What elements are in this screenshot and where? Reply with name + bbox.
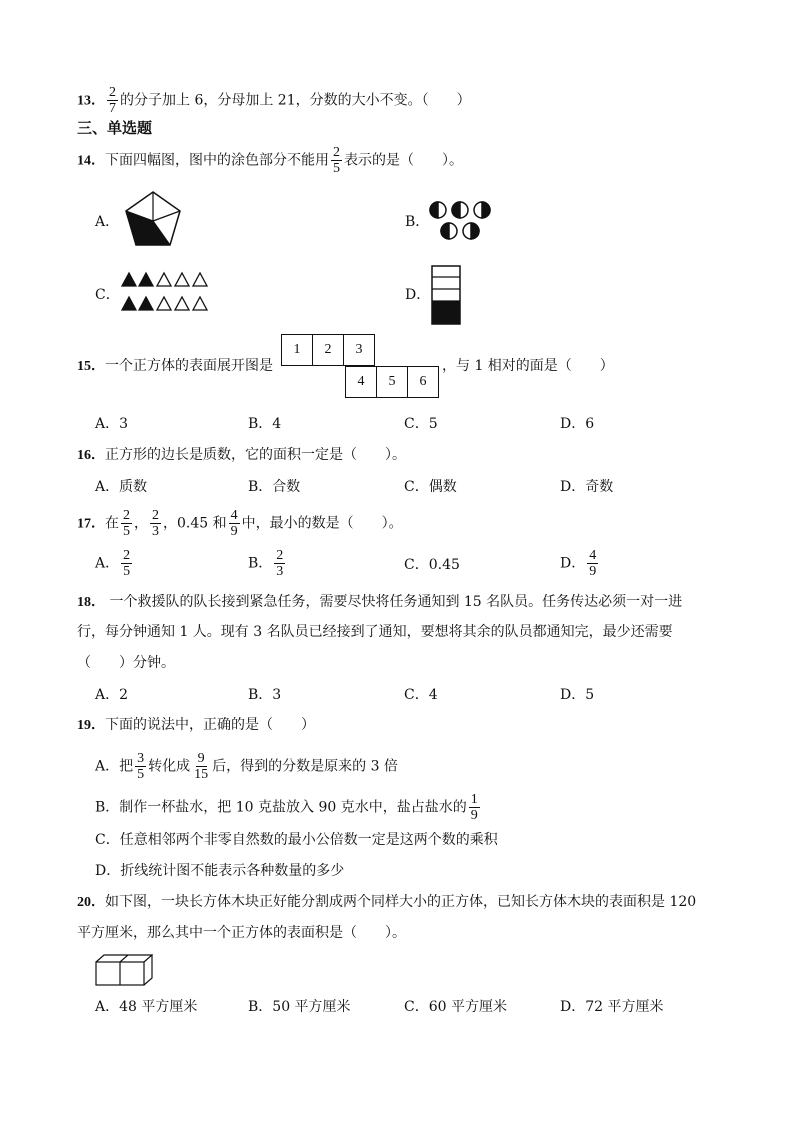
q17-number: 17． xyxy=(77,516,105,532)
q14-number: 14． xyxy=(77,153,105,169)
q20-option-c: C．60 平方厘米 xyxy=(404,999,507,1015)
q17-option-b xyxy=(248,548,287,579)
q14-fraction xyxy=(331,145,342,176)
frac-denominator: 5 xyxy=(333,161,340,176)
q20-line-1 xyxy=(77,892,696,913)
q18-option-a: A．2 xyxy=(95,687,129,703)
option-text: A．把 xyxy=(95,758,134,775)
q14-option-b-label: B． xyxy=(405,214,430,230)
q15-text-post: ，与 1 相对的面是（ ） xyxy=(442,358,614,374)
q17-option-a xyxy=(95,548,134,579)
q20-text-1: 如下图，一块长方体木块正好能分割成两个同样大小的正方体，已知长方体木块的表面积是 120 xyxy=(105,894,697,910)
q14-option-a-label: A． xyxy=(95,214,120,230)
option-text: 转化成 xyxy=(148,758,191,775)
q14-line xyxy=(77,145,463,176)
net-face-5: 5 xyxy=(377,367,408,398)
triangles-figure xyxy=(120,270,210,314)
net-face-4: 4 xyxy=(346,367,377,398)
frac-denominator: 5 xyxy=(137,767,145,782)
frac-numerator: 2 xyxy=(276,548,284,563)
q17-option-c: C．0.45 xyxy=(404,557,460,573)
q20-option-a: A．48 平方厘米 xyxy=(95,999,198,1015)
q16-option-d: D．奇数 xyxy=(560,479,614,495)
q18-line-3: （ ）分钟。 xyxy=(77,655,175,671)
q13-line xyxy=(77,85,471,116)
q15-option-c: C．5 xyxy=(404,416,438,432)
q17-option-d-fraction xyxy=(587,548,598,579)
frac-numerator: 4 xyxy=(589,548,597,563)
q20-option-b: B．50 平方厘米 xyxy=(248,999,351,1015)
q13-text: 的分子加上 6，分母加上 21，分数的大小不变。（ ） xyxy=(120,92,471,109)
cube-net-top-row xyxy=(281,334,375,366)
q19-a-fraction-2 xyxy=(192,751,210,782)
q16-option-a: A．质数 xyxy=(95,479,148,495)
q19-line xyxy=(77,715,315,736)
frac-numerator: 2 xyxy=(333,145,340,160)
option-label: D． xyxy=(560,555,586,572)
option-text: 后，得到的分数是原来的 3 倍 xyxy=(212,758,398,775)
q14-text-pre: 下面四幅图，图中的涂色部分不能用 xyxy=(105,152,329,169)
q14-text-post: 表示的是（ ）。 xyxy=(344,152,463,169)
frac-denominator: 3 xyxy=(276,564,284,579)
q18-option-c: C．4 xyxy=(404,687,438,703)
q16-text: 正方形的边长是质数，它的面积一定是（ ）。 xyxy=(105,447,406,463)
q18-option-d: D．5 xyxy=(560,687,595,703)
q19-text: 下面的说法中，正确的是（ ） xyxy=(105,717,315,733)
frac-denominator: 7 xyxy=(109,101,116,116)
q20-option-d: D．72 平方厘米 xyxy=(560,999,664,1015)
q17-text-post: 中，最小的数是（ ）。 xyxy=(241,515,403,532)
frac-denominator: 9 xyxy=(589,564,597,579)
q15-line xyxy=(77,356,273,377)
q18-text-1: 一个救援队的队长接到紧急任务，需要尽快将任务通知到 15 名队员。任务传达必须一对一进 xyxy=(105,594,683,610)
q16-number: 16． xyxy=(77,448,105,463)
half-circles-figure xyxy=(428,200,492,242)
q18-number: 18． xyxy=(77,595,105,610)
q15-option-d: D．6 xyxy=(560,416,595,432)
q17-option-b-fraction xyxy=(274,548,285,579)
frac-numerator: 2 xyxy=(152,508,159,523)
frac-numerator: 2 xyxy=(123,548,131,563)
q19-option-a xyxy=(95,751,398,782)
q18-line-1 xyxy=(77,592,682,613)
net-face-3: 3 xyxy=(344,335,375,366)
q19-option-d: D．折线统计图不能表示各种数量的多少 xyxy=(95,863,345,879)
q16-line xyxy=(77,445,406,466)
q13-fraction xyxy=(107,85,118,116)
frac-denominator: 9 xyxy=(470,808,478,823)
net-face-2: 2 xyxy=(313,335,344,366)
q17-sep: ， xyxy=(134,515,148,532)
frac-numerator: 1 xyxy=(470,792,478,807)
q14-option-c-label: C． xyxy=(95,287,120,303)
option-label: A． xyxy=(95,555,120,572)
q19-a-fraction-1 xyxy=(135,751,146,782)
pentagon-figure xyxy=(124,190,182,248)
q17-fraction-3 xyxy=(229,508,240,539)
frac-numerator: 2 xyxy=(123,508,130,523)
q17-text-pre: 在 xyxy=(105,515,119,532)
net-face-1: 1 xyxy=(282,335,313,366)
option-label: B． xyxy=(248,555,273,572)
q17-option-a-fraction xyxy=(121,548,132,579)
section-heading: 三、单选题 xyxy=(77,119,153,137)
frac-numerator: 9 xyxy=(197,751,205,766)
q17-fraction-1 xyxy=(121,508,132,539)
q15-option-a: A．3 xyxy=(95,416,129,432)
cuboid-figure xyxy=(95,954,153,986)
q16-option-b: B．合数 xyxy=(248,479,301,495)
frac-denominator: 3 xyxy=(152,524,159,539)
q19-number: 19． xyxy=(77,718,105,733)
frac-numerator: 3 xyxy=(137,751,145,766)
q15-number: 15． xyxy=(77,359,105,374)
q17-text-mid: ，0.45 和 xyxy=(163,515,227,532)
q13-number: 13． xyxy=(77,93,105,109)
q18-line-2: 行，每分钟通知 1 人。现有 3 名队员已经接到了通知，要想将其余的队员都通知完，最少还需要 xyxy=(77,624,673,640)
frac-denominator: 15 xyxy=(194,767,209,782)
q20-number: 20． xyxy=(77,895,105,910)
q19-option-c: C．任意相邻两个非零自然数的最小公倍数一定是这两个数的乘积 xyxy=(95,832,498,848)
cube-net-bottom-row xyxy=(345,366,439,398)
q15-text-pre: 一个正方体的表面展开图是 xyxy=(105,358,273,374)
q20-line-2: 平方厘米，那么其中一个正方体的表面积是（ ）。 xyxy=(77,925,406,941)
q18-option-b: B．3 xyxy=(248,687,282,703)
frac-denominator: 5 xyxy=(123,524,130,539)
net-face-6: 6 xyxy=(408,367,439,398)
q17-fraction-2 xyxy=(150,508,161,539)
q15-option-b: B．4 xyxy=(248,416,282,432)
frac-numerator: 2 xyxy=(109,85,116,100)
frac-denominator: 5 xyxy=(123,564,131,579)
q17-option-d xyxy=(560,548,600,579)
q14-option-d-label: D． xyxy=(405,287,431,303)
frac-denominator: 9 xyxy=(230,524,238,539)
q16-option-c: C．偶数 xyxy=(404,479,457,495)
option-text: B．制作一杯盐水，把 10 克盐放入 90 克水中，盐占盐水的 xyxy=(95,799,467,816)
bar-figure xyxy=(431,265,461,325)
q17-line xyxy=(77,508,403,539)
frac-numerator: 4 xyxy=(230,508,238,523)
q19-option-b xyxy=(95,792,482,823)
q19-b-fraction xyxy=(469,792,480,823)
